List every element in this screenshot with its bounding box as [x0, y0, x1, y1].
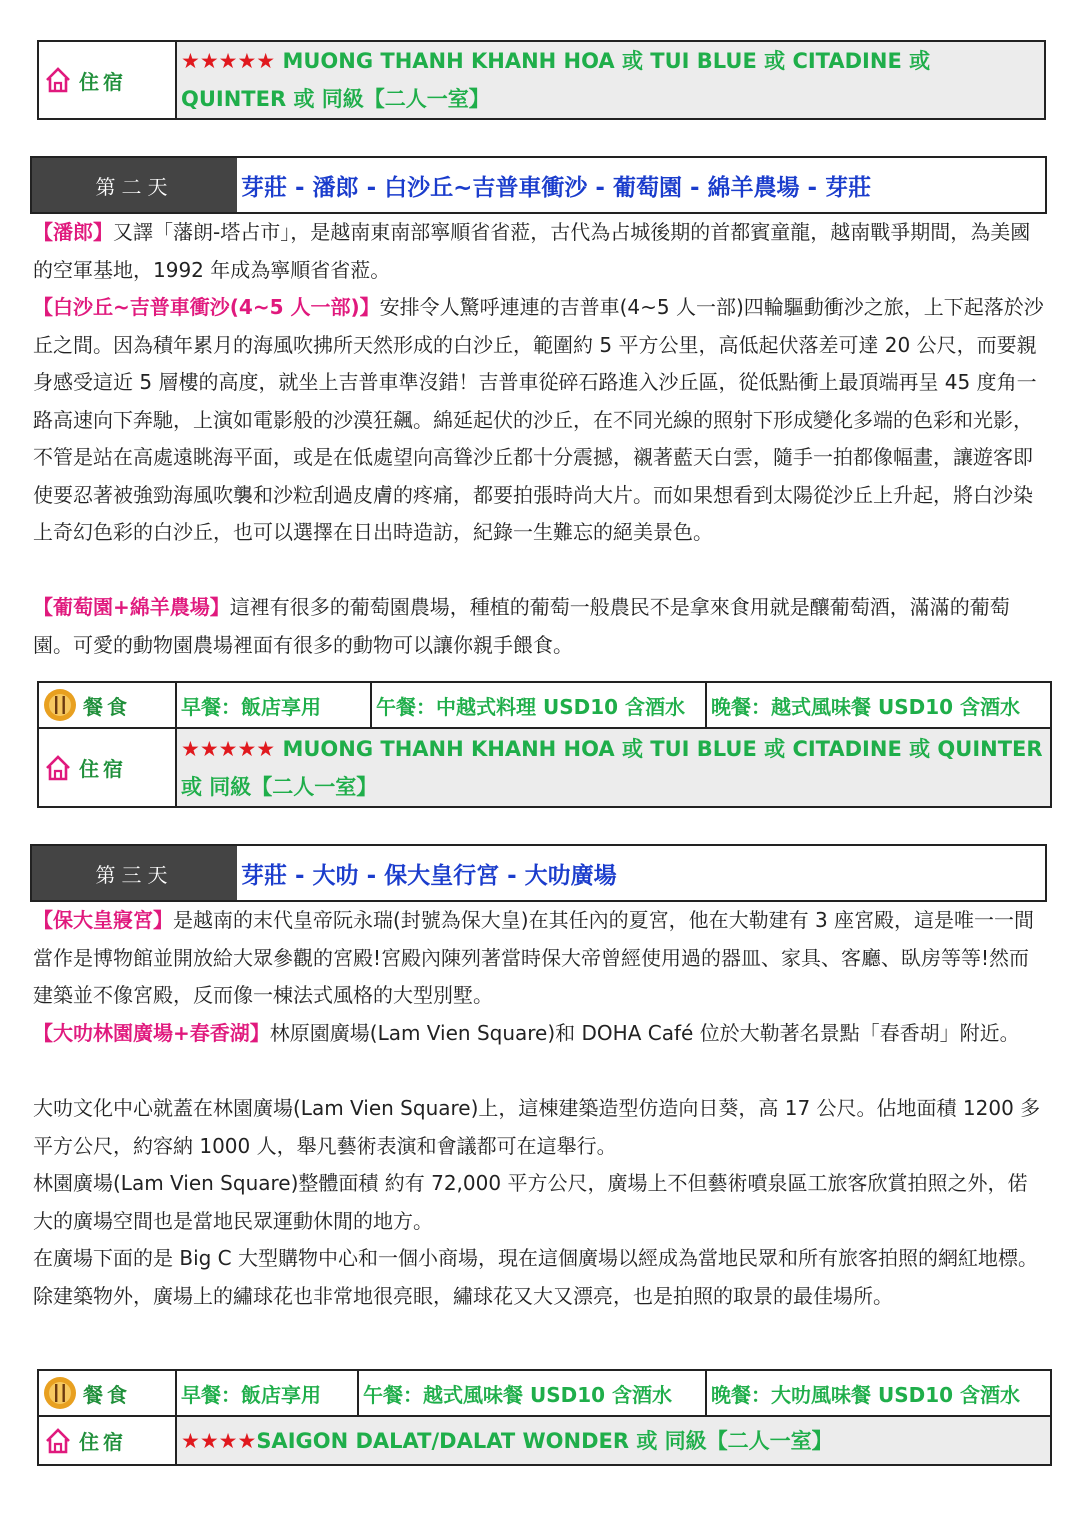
day-title: 芽莊 - 潘郎 - 白沙丘~吉普車衝沙 - 葡萄園 - 綿羊農場 - 芽莊	[241, 174, 872, 201]
day3-paragraph-5: 在廣場下面的是 Big C 大型購物中心和一個小商場，現在這個廣場以經成為當地民眾和所有旅客拍照的網紅地標。除建築物外，廣場上的繡球花也非常地很亮眼，繡球花又大又漂亮，也是拍照的取景的最佳場所。	[33, 1246, 1039, 1308]
breakfast-cell: 早餐：飯店享用	[177, 1371, 359, 1415]
day-title: 芽莊 - 大叻 - 保大皇行宮 - 大叻廣場	[241, 862, 617, 889]
stay-label: 住宿	[79, 757, 127, 781]
stay-label-cell	[39, 1417, 177, 1464]
stay-label: 住宿	[79, 1430, 127, 1454]
home-icon	[43, 753, 73, 783]
day2-paragraph-3	[33, 589, 1045, 664]
section-body: 是越南的末代皇帝阮永瑞(封號為保大皇)在其任內的夏宮，他在大勒建有 3 座宮殿，這是唯一一間當作是博物館並開放給大眾參觀的宮殿!宮殿內陳列著當時保大帝曾經使用過的器皿、家具、客廳、臥房等等!然而建築並不像宮殿，反而像一棟法式風格的大型別墅。	[33, 908, 1035, 1007]
section-heading: 【白沙丘~吉普車衝沙(4~5 人一部)】	[33, 295, 380, 319]
stay-value-cell	[177, 729, 1050, 806]
stay-label: 住宿	[79, 69, 127, 94]
day2-meal-stay-table	[37, 681, 1052, 808]
meal-label-cell	[39, 1371, 177, 1415]
day2-paragraph-1	[33, 214, 1045, 289]
day3-paragraph-4: 林園廣場(Lam Vien Square)整體面積 約有 72,000 平方公尺，廣場上不但藝術噴泉區工旅客欣賞拍照之外，偌大的廣場空間也是當地民眾運動休閒的地方。	[33, 1171, 1028, 1233]
section-body: 安排令人驚呼連連的吉普車(4~5 人一部)四輪驅動衝沙之旅，上下起落於沙丘之間。因為積年累月的海風吹拂所天然形成的白沙丘，範圍約 5 平方公里，高低起伏落差可達 20 公尺，而要親身感受這近 5 層樓的高度，就坐上吉普車準沒錯！吉普車從碎石路進入沙丘區，從低點衝上最頂端再呈 45 度角一路高速向下奔馳，上演如電影般的沙漠狂飆。綿延起伏的沙丘，在不同光線的照射下形成變化多端的色彩和光影，不管是站在高處遠眺海平面，或是在低處望向高聳沙丘都十分震撼，襯著藍天白雲，隨手一拍都像幅畫，讓遊客即使要忍著被強勁海風吹襲和沙粒刮過皮膚的疼痛，都要拍張時尚大片。而如果想看到太陽從沙丘上升起，將白沙染上奇幻色彩的白沙丘，也可以選擇在日出時造訪，紀錄一生難忘的絕美景色。	[33, 295, 1044, 544]
meal-label: 餐食	[83, 1382, 131, 1407]
breakfast-cell: 早餐：飯店享用	[177, 683, 372, 727]
hotel-text	[177, 1420, 837, 1462]
hotel-name: SAIGON DALAT/DALAT WONDER 或 同級【二人一室】	[256, 1428, 833, 1453]
stay-label-cell	[39, 729, 177, 806]
dinner-cell: 晚餐：越式風味餐 USD10 含酒水	[711, 694, 1021, 719]
utensils-icon	[43, 1376, 77, 1410]
meal-row	[39, 683, 1050, 729]
hotel-text	[177, 728, 1050, 808]
utensils-icon	[43, 688, 77, 722]
section-heading: 【大叻林園廣場+春香湖】	[33, 1021, 270, 1045]
day-label: 第三天	[32, 846, 237, 900]
hotel-text	[177, 40, 1044, 120]
home-icon	[43, 65, 73, 95]
section-body: 林原園廣場(Lam Vien Square)和 DOHA Café 位於大勒著名景點「春香胡」附近。	[269, 1021, 1020, 1045]
day2-header	[30, 156, 1047, 214]
section-body: 這裡有很多的葡萄園農場，種植的葡萄一般農民不是拿來食用就是釀葡萄酒，滿滿的葡萄園。可愛的動物園農場裡面有很多的動物可以讓你親手餵食。	[33, 595, 1010, 657]
lunch-cell: 午餐：中越式料理 USD10 含酒水	[372, 683, 707, 727]
stay-value-cell	[177, 1417, 1050, 1464]
stay-label-cell	[39, 42, 177, 118]
stay-value-cell	[177, 42, 1044, 118]
stay-row	[39, 729, 1050, 806]
day3-paragraph-1	[33, 902, 1045, 1015]
stay-row	[39, 1417, 1050, 1464]
day3-paragraph-3: 大叻文化中心就蓋在林園廣場(Lam Vien Square)上，這棟建築造型仿造向日葵，高 17 公尺。佔地面積 1200 多平方公尺，約容納 1000 人，舉凡藝術表演和會議都可在這舉行。	[33, 1096, 1041, 1158]
section-heading: 【潘郎】	[33, 220, 113, 244]
home-icon	[43, 1426, 73, 1456]
hotel-name: MUONG THANH KHANH HOA 或 TUI BLUE 或 CITADINE 或 QUINTER 或 同級【二人一室】	[181, 49, 931, 111]
day3-header	[30, 844, 1047, 902]
meal-row	[39, 1371, 1050, 1417]
day2-paragraph-2	[33, 289, 1045, 552]
section-body: 又譯「藩朗-塔占市」，是越南東南部寧順省省蒞，古代為占城後期的首都賓童龍，越南戰爭期間，為美國的空軍基地，1992 年成為寧順省省蒞。	[33, 220, 1031, 282]
meal-label-cell	[39, 683, 177, 727]
dinner-cell: 晚餐：大叻風味餐 USD10 含酒水	[711, 1382, 1021, 1407]
section-heading: 【葡萄園+綿羊農場】	[33, 595, 230, 619]
day3-paragraph-2	[33, 1015, 1045, 1053]
lunch-cell: 午餐：越式風味餐 USD10 含酒水	[359, 1371, 707, 1415]
hotel-name: MUONG THANH KHANH HOA 或 TUI BLUE 或 CITADINE 或 QUINTER 或 同級【二人一室】	[181, 736, 1043, 799]
day-label: 第二天	[32, 158, 237, 212]
star-rating: ★★★★★	[181, 736, 276, 761]
star-rating: ★★★★	[181, 1428, 257, 1453]
day3-meal-stay-table	[37, 1369, 1052, 1466]
section-heading: 【保大皇寢宮】	[33, 908, 173, 932]
day1-stay-table	[37, 40, 1046, 120]
meal-label: 餐食	[83, 694, 131, 719]
star-rating: ★★★★★	[181, 49, 276, 73]
